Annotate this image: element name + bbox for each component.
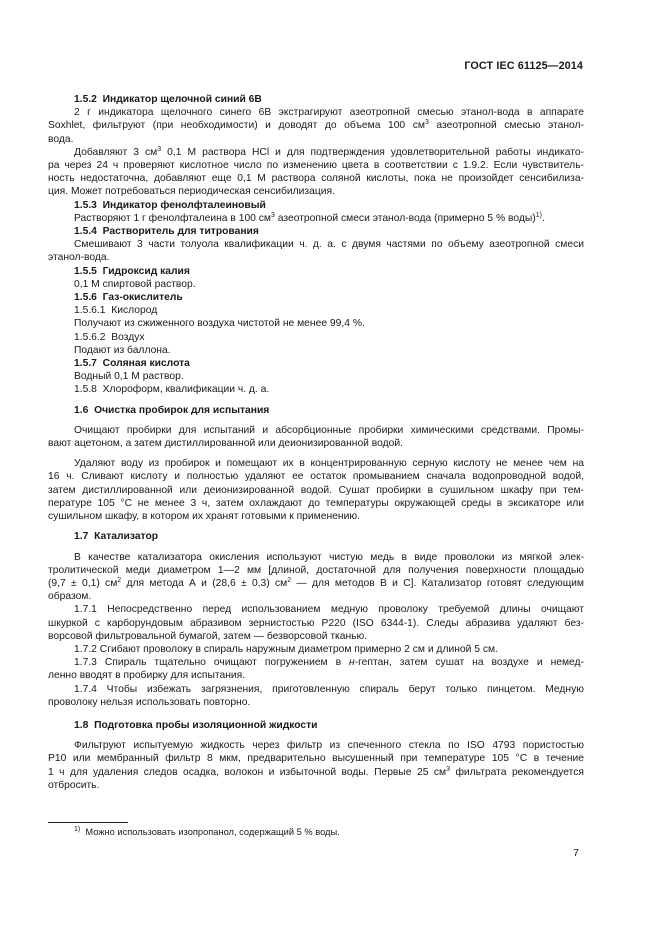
paragraph-line: затем дистиллированной или деионизированной водой. Сушат пробирки в сушильном шкафу при тем-: [48, 484, 584, 496]
heading-1-5-5: 1.5.5 Гидроксид калия: [74, 265, 190, 277]
heading-1-5-3: 1.5.3 Индикатор фенолфталеиновый: [74, 199, 266, 211]
paragraph-line: вают ацетоном, а затем дистиллированной или деионизированной водой.: [48, 438, 404, 450]
paragraph-line: ворсовой фильтровальной бумагой, затем — безворсовой тканью.: [48, 630, 368, 642]
paragraph-line: 0,1 М спиртовой раствор.: [74, 278, 196, 290]
paragraph-line: 1.7.3 Спираль тщательно очищают погружением в н-гептан, затем сушат на воздухе и немед-: [74, 657, 584, 669]
page-body: [48, 93, 584, 792]
heading-1-5-7: 1.5.7 Соляная кислота: [74, 358, 190, 370]
paragraph-line: Soxhlet, фильтруют (при необходимости) и доводят до объема 100 $см^3$ азеотропной смесью этанол-: [48, 119, 584, 132]
paragraph-line: этанол-вода.: [48, 252, 110, 264]
paragraph-line: тролитической меди диаметром 1—2 мм [длиной, достаточной для получения поверхности площадью: [48, 564, 584, 576]
paragraph-line: 1.7.4 Чтобы избежать загрязнения, приготовленную спираль берут только пинцетом. Медную: [74, 683, 584, 695]
footnote: $^{1)}$ Можно использовать изопропанол, содержащий 5 % воды.: [74, 826, 340, 837]
paragraph-line: 1.7.1 Непосредственно перед использованием медную проволоку требуемой длины очищают: [74, 604, 584, 616]
paragraph-line: шкуркой с карборундовым абразивом зернистостью Р220 (ISO 6344-1). Следы абразива удаляют без-: [48, 617, 584, 629]
paragraph-line: ность недостаточна, добавляют еще 0,1 М раствора соляной кислоты, пока не произойдет сенсибилиза-: [48, 173, 584, 185]
paragraph-line: Получают из сжиженного воздуха чистотой не менее 99,4 %.: [74, 318, 365, 330]
paragraph-line: ра через 24 ч проверяют кислотное число по изменению цвета в соответствии с 1.9.2. Если чувствитель-: [48, 160, 584, 172]
paragraph-line: вода.: [48, 133, 74, 145]
paragraph-line: отбросить.: [48, 779, 100, 791]
paragraph-line: сушильном шкафу, в котором их хранят готовыми к применению.: [48, 511, 360, 523]
paragraph-line: 1 ч для удаления следов осадка, волокон и избыточной воды. Первые 25 $см^3$ фильтрата рекомендуется: [48, 765, 584, 778]
heading-1-8: 1.8 Подготовка пробы изоляционной жидкости: [74, 719, 318, 731]
heading-1-7: 1.7 Катализатор: [74, 531, 159, 543]
paragraph-line: ленно вводят в пробирку для испытания.: [48, 670, 246, 682]
heading-1-5-6: 1.5.6 Газ-окислитель: [74, 292, 183, 304]
paragraph-line: Добавляют 3 $см^3$ 0,1 М раствора HCl и для подтверждения удовлетворительной работы индикато-: [74, 145, 584, 158]
paragraph-line: Р10 или мембранный фильтр 8 мкм, предварительно высушенный при температуре 105 °С в течение: [48, 753, 584, 765]
heading-1-5-4: 1.5.4 Растворитель для титрования: [74, 226, 259, 238]
paragraph-line: Фильтруют испытуемую жидкость через фильтр из спеченного стекла по ISO 4793 пористостью: [74, 740, 584, 752]
paragraph-line: В качестве катализатора окисления используют чистую медь в виде проволоки из мягкой элек-: [74, 551, 584, 563]
paragraph-line: Растворяют 1 г фенолфталеина в 100 $см^3$ азеотропной смеси этанол-вода (примерно 5 % воды)$^{1)}$.: [74, 211, 545, 224]
paragraph-line: пературе 105 °С не менее 3 ч, затем охлаждают до температуры окружающей среды в эксикаторе или: [48, 497, 584, 509]
footnote-mark: 1): [74, 826, 81, 833]
heading-1-5-2: 1.5.2 Индикатор щелочной синий 6В: [74, 94, 262, 105]
paragraph-line: Водный 0,1 М раствор.: [74, 371, 184, 383]
paragraph-line: проволоку нельзя использовать повторно.: [48, 696, 251, 708]
page-number: 7: [573, 847, 579, 859]
paragraph-line: Удаляют воду из пробирок и помещают их в концентрированную серную кислоту не менее чем на: [74, 458, 584, 470]
footnote-ref: 1): [535, 211, 542, 219]
paragraph-line: (9,7 ± 0,1) $см^2$ для метода А и (28,6 ± 0,3) $см^2$ — для методов В и С]. Катализатор готовят следующим: [48, 576, 584, 589]
paragraph-line: 16 ч. Сливают кислоту и полностью удаляют ее остаток промыванием сначала водопроводной водой,: [48, 471, 584, 483]
subheading-1-5-6-2: 1.5.6.2 Воздух: [74, 331, 145, 343]
paragraph-line: Смешивают 3 части толуола квалификации ч. д. а. с двумя частями по объему азеотропной смеси: [74, 239, 584, 251]
paragraph-line: Подают из баллона.: [74, 344, 171, 356]
paragraph-line: 2 г индикатора щелочного синего 6В экстрагируют азеотропной смесью этанол-вода в аппарате: [74, 107, 584, 119]
standard-code: ГОСТ IEC 61125—2014: [464, 60, 583, 72]
heading-1-6: 1.6 Очистка пробирок для испытания: [74, 404, 270, 416]
subheading-1-5-6-1: 1.5.6.1 Кислород: [74, 305, 158, 317]
item-1-5-8: 1.5.8 Хлороформ, квалификации ч. д. а.: [74, 384, 270, 396]
footnote-divider: [48, 822, 128, 823]
paragraph-line: Очищают пробирки для испытаний и абсорбционные пробирки химическими средствами. Промы-: [74, 424, 584, 436]
paragraph-line: образом.: [48, 591, 92, 603]
paragraph-line: 1.7.2 Сгибают проволоку в спираль наружным диаметром примерно 2 см и длиной 5 см.: [74, 643, 498, 655]
paragraph-line: ция. Может потребоваться периодическая сенсибилизация.: [48, 186, 335, 198]
